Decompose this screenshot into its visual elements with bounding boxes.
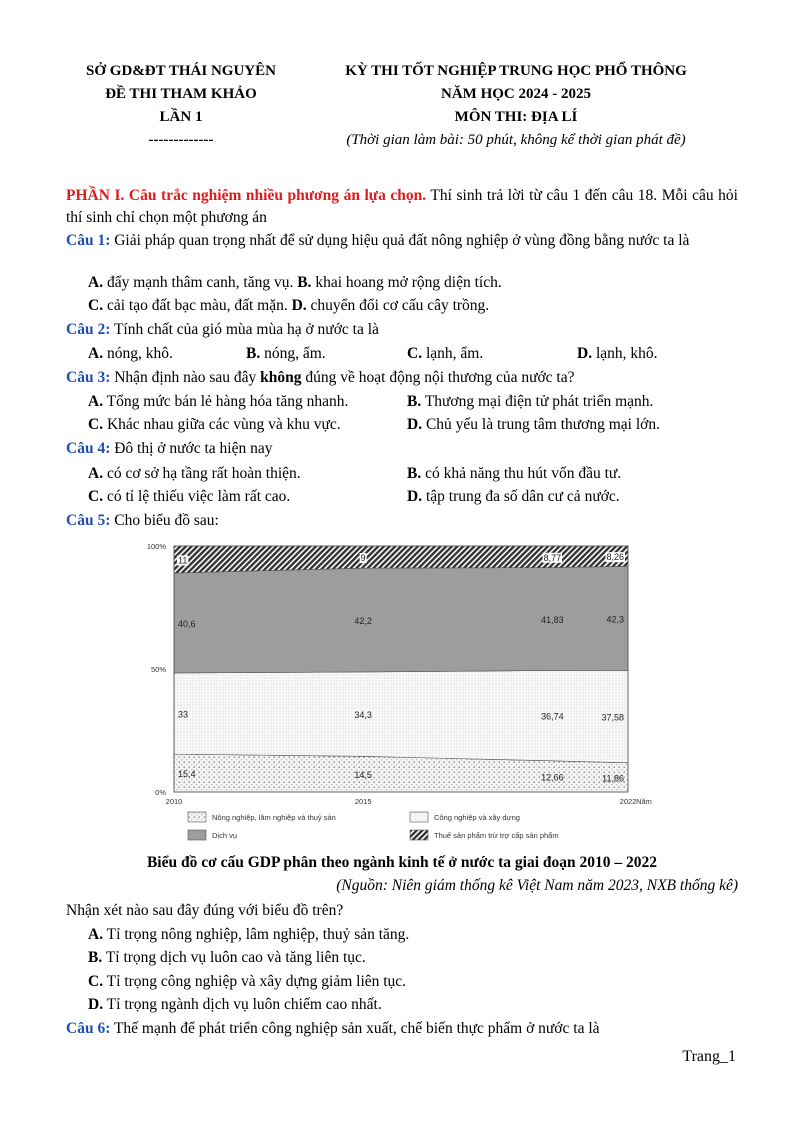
chart-caption: Biểu đồ cơ cấu GDP phân theo ngành kinh tế ở nước ta giai đoạn 2010 – 2022 (146, 854, 658, 871)
x-axis-unit: Năm (636, 797, 652, 806)
option-d[interactable]: D. chuyển đổi cơ cấu cây trồng. (291, 297, 490, 314)
chart-legend (188, 812, 559, 840)
exam-name: KỲ THI TỐT NGHIỆP TRUNG HỌC PHỔ THÔNG (345, 63, 687, 79)
document-type: ĐỀ THI THAM KHẢO (105, 86, 257, 102)
data-label-industry: 37,58 (601, 712, 624, 723)
school-year: NĂM HỌC 2024 - 2025 (441, 86, 591, 102)
option-c[interactable]: C. có tỉ lệ thiếu việc làm rất cao. (88, 488, 291, 505)
option-a[interactable]: A. có cơ sở hạ tầng rất hoàn thiện. (88, 465, 301, 482)
question-1-text: Giải pháp quan trọng nhất để sử dụng hiệu quả đất nông nghiệp ở vùng đồng bằng nước ta là (110, 232, 690, 249)
emphasis-not: không (260, 369, 302, 386)
question-2-label: Câu 2: (66, 321, 111, 338)
exam-round: LẦN 1 (159, 109, 203, 125)
data-label-tax: 8,77 (543, 552, 562, 563)
question-2 (66, 319, 738, 341)
option-c[interactable]: C. lạnh, ẩm. (407, 345, 484, 362)
question-4 (66, 438, 738, 460)
legend-label-agri: Nông nghiệp, lâm nghiệp và thuỷ sản (212, 813, 336, 822)
data-label-services: 42,3 (606, 614, 624, 625)
y-tick-label: 100% (146, 542, 166, 551)
legend-label-services: Dịch vụ (212, 831, 238, 840)
data-label-agri: 15,4 (178, 769, 196, 780)
question-1 (66, 230, 738, 252)
page-number: Trang_1 (682, 1048, 736, 1065)
question-6-text: Thế mạnh để phát triển công nghiệp sản xuất, chế biến thực phẩm ở nước ta là (110, 1020, 600, 1037)
option-d[interactable]: D. Tỉ trọng ngành dịch vụ luôn chiếm cao nhất. (88, 996, 382, 1013)
gdp-structure-chart (138, 536, 668, 848)
question-4-text: Đô thị ở nước ta hiện nay (110, 440, 273, 457)
question-5-label: Câu 5: (66, 512, 111, 529)
question-2-text: Tính chất của gió mùa mùa hạ ở nước ta là (110, 321, 379, 338)
option-d[interactable]: D. lạnh, khô. (577, 345, 658, 362)
option-c[interactable]: C. cải tạo đất bạc màu, đất mặn. (88, 297, 288, 314)
question-5-text: Cho biểu đồ sau: (110, 512, 219, 529)
option-b[interactable]: B. nóng, ẩm. (246, 345, 326, 362)
question-3: Câu 3: Nhận định nào sau đây không đúng về hoạt động nội thương của nước ta? (66, 369, 575, 386)
x-tick-label: 2015 (354, 797, 372, 806)
data-label-services: 42,2 (354, 616, 372, 627)
chart-source: (Nguồn: Niên giám thống kê Việt Nam năm 2023, NXB thống kê) (336, 877, 738, 894)
data-label-services: 41,83 (541, 615, 564, 626)
option-b[interactable]: B. Tỉ trọng dịch vụ luôn cao và tăng liên tục. (88, 949, 366, 966)
option-a[interactable]: A. đẩy mạnh thâm canh, tăng vụ. (88, 274, 294, 291)
x-tick-label: 2010 (165, 797, 183, 806)
option-a[interactable]: A. nóng, khô. (88, 345, 173, 362)
option-a[interactable]: A. Tỉ trọng nông nghiệp, lâm nghiệp, thuỷ sản tăng. (88, 926, 410, 943)
data-label-industry: 36,74 (541, 711, 564, 722)
question-5 (66, 510, 738, 532)
legend-label-industry: Công nghiệp và xây dựng (434, 813, 520, 822)
question-1-options-row-1 (88, 272, 502, 294)
y-tick-label: 0% (155, 788, 166, 797)
question-6-label: Câu 6: (66, 1020, 111, 1037)
option-d[interactable]: D. Chủ yếu là trung tâm thương mại lớn. (407, 416, 660, 433)
header-right (300, 60, 732, 152)
chart-area-layers (174, 546, 628, 792)
legend-swatch-tax (410, 830, 428, 840)
option-b[interactable]: B. Thương mại điện tử phát triển mạnh. (407, 393, 654, 410)
department-name: SỞ GD&ĐT THÁI NGUYÊN (86, 63, 276, 79)
option-c[interactable]: C. Khác nhau giữa các vùng và khu vực. (88, 416, 341, 433)
question-1-options-row-2 (88, 295, 489, 317)
question-6 (66, 1018, 738, 1040)
header-left (62, 60, 300, 152)
option-b[interactable]: B. khai hoang mở rộng diện tích. (297, 274, 502, 291)
question-5-prompt: Nhận xét nào sau đây đúng với biểu đồ trên? (66, 902, 344, 919)
data-label-services: 40,6 (178, 618, 196, 629)
y-tick-label: 50% (150, 665, 166, 674)
data-label-tax: 11 (178, 555, 188, 566)
legend-swatch-services (188, 830, 206, 840)
option-c[interactable]: C. Tỉ trọng công nghiệp và xây dựng giảm liên tục. (88, 973, 407, 990)
time-note: (Thời gian làm bài: 50 phút, không kể thời gian phát đề) (346, 132, 686, 148)
data-label-agri: 12,66 (541, 772, 564, 783)
data-label-agri: 11,86 (602, 773, 624, 784)
header-separator: ------------- (148, 132, 214, 148)
option-a[interactable]: A. Tổng mức bán lẻ hàng hóa tăng nhanh. (88, 393, 349, 410)
data-label-industry: 34,3 (354, 710, 372, 721)
question-4-label: Câu 4: (66, 440, 111, 457)
legend-swatch-agri (188, 812, 206, 822)
legend-swatch-industry (410, 812, 428, 822)
option-d[interactable]: D. tập trung đa số dân cư cả nước. (407, 488, 620, 505)
option-b[interactable]: B. có khả năng thu hút vốn đầu tư. (407, 465, 622, 482)
question-1-label: Câu 1: (66, 232, 111, 249)
part-1-title: PHẦN I. Câu trắc nghiệm nhiều phương án lựa chọn. (66, 187, 427, 204)
question-3-label: Câu 3: (66, 369, 111, 386)
part-1-instruction: Thí sinh trả lời từ câu 1 đến câu 18. Mỗi câu hỏi thí sinh chỉ chọn một phương án (66, 187, 738, 226)
data-label-agri: 14,5 (354, 770, 372, 781)
x-tick-label: 2022 (619, 797, 637, 806)
exam-subject: MÔN THI: ĐỊA LÍ (454, 109, 578, 125)
data-label-tax: 8,26 (606, 552, 624, 563)
data-label-tax: 9 (360, 553, 366, 564)
legend-label-tax: Thuế sản phẩm trừ trợ cấp sản phẩm (434, 831, 559, 840)
data-label-industry: 33 (178, 709, 189, 720)
part-1-intro (66, 185, 738, 229)
